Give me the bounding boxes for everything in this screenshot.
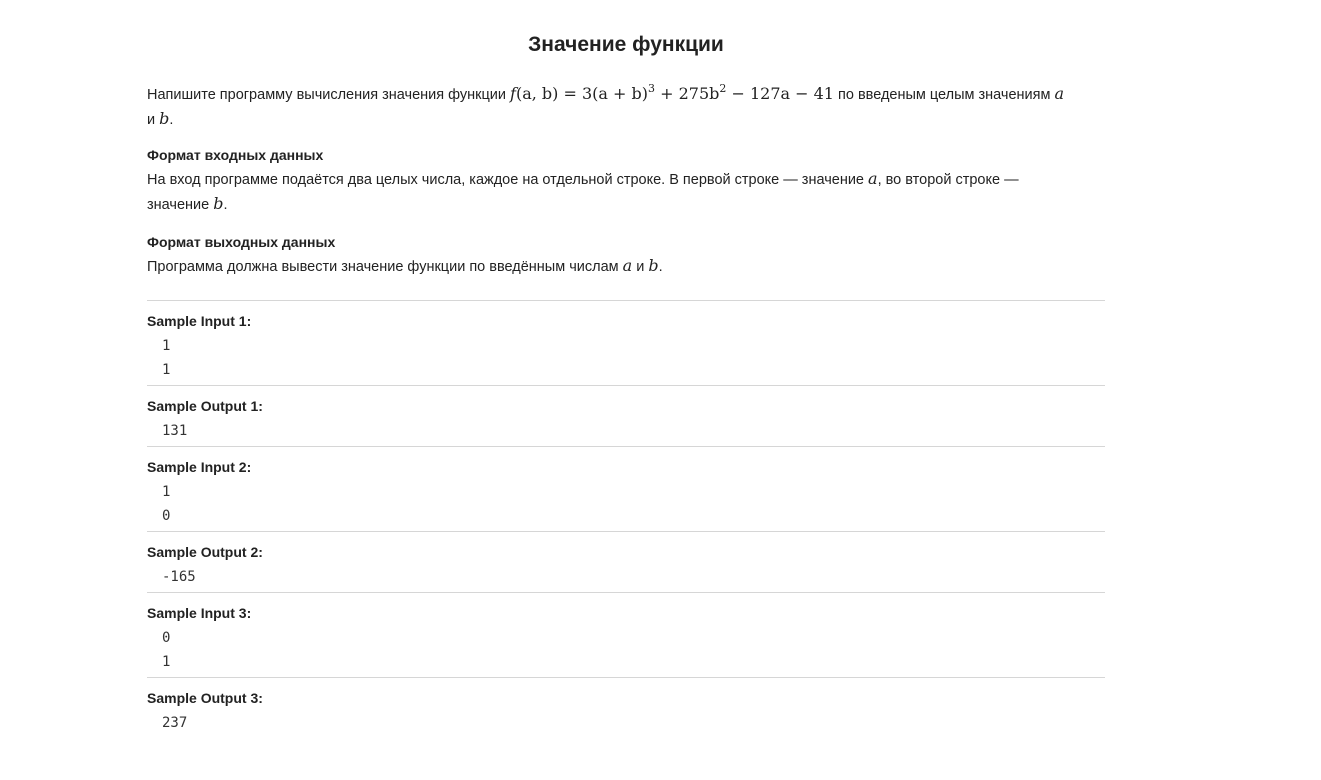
output-format-heading: Формат выходных данных	[147, 234, 336, 250]
output-format-text	[147, 254, 1105, 279]
sample-label: Sample Input 2:	[147, 459, 252, 475]
sample-block	[147, 385, 1105, 446]
sample-line: 1	[162, 484, 171, 500]
input-format-heading: Формат входных данных	[147, 147, 324, 163]
sample-label: Sample Output 3:	[147, 690, 263, 706]
input-format-text	[147, 167, 1105, 217]
sample-line: -165	[162, 569, 196, 585]
sample-line: 1	[162, 362, 171, 378]
sample-line: 1	[162, 338, 171, 354]
sample-label: Sample Input 3:	[147, 605, 252, 621]
problem-page	[147, 0, 1105, 738]
statement-period: .	[169, 112, 174, 128]
var-a: a	[1054, 84, 1065, 103]
sample-line: 131	[162, 423, 188, 439]
page-title: Значение функции	[528, 33, 724, 56]
formula-mid: + 275b	[660, 84, 720, 103]
output-format-and: и	[636, 259, 645, 275]
sample-label: Sample Output 1:	[147, 398, 263, 414]
sample-line: 1	[162, 654, 171, 670]
var-a: a	[868, 169, 878, 188]
sample-line: 0	[162, 508, 171, 524]
statement-text-after: по введеным целым значениям	[838, 87, 1051, 103]
var-b: b	[213, 194, 224, 213]
var-a: a	[622, 256, 633, 275]
output-format-text-1: Программа должна вывести значение функции по введённым числам	[147, 259, 619, 275]
formula-power-3: 3	[648, 82, 655, 95]
var-b: b	[159, 109, 170, 128]
sample-line: 237	[162, 715, 188, 731]
function-formula	[510, 84, 834, 103]
input-format-text-2: , во второй строке —	[877, 172, 1019, 188]
sample-content[interactable]	[147, 626, 1105, 674]
sample-content[interactable]	[147, 334, 1105, 382]
formula-eq: = 3(a + b)	[563, 84, 648, 103]
statement-text: Напишите программу вычисления значения функции	[147, 87, 506, 103]
sample-label: Sample Output 2:	[147, 544, 263, 560]
formula-args: (a, b)	[515, 84, 559, 103]
sample-content[interactable]	[147, 419, 1105, 443]
problem-statement	[147, 82, 1105, 132]
samples-list	[147, 300, 1105, 738]
sample-block	[147, 531, 1105, 592]
formula-power-2: 2	[719, 82, 727, 95]
sample-content[interactable]	[147, 565, 1105, 589]
statement-and: и	[147, 112, 156, 128]
formula-f: f	[510, 84, 516, 103]
var-b: b	[648, 256, 659, 275]
sample-block	[147, 677, 1105, 738]
sample-block	[147, 300, 1105, 385]
input-format-text-1: На вход программе подаётся два целых числа, каждое на отдельной строке. В первой строке — значение	[147, 172, 864, 188]
sample-content[interactable]	[147, 711, 1105, 735]
formula-end: − 127a − 41	[731, 84, 834, 103]
sample-block	[147, 446, 1105, 531]
output-format-period: .	[658, 259, 663, 275]
sample-label: Sample Input 1:	[147, 313, 252, 329]
sample-content[interactable]	[147, 480, 1105, 528]
input-format-text-3: значение	[147, 197, 210, 213]
sample-block	[147, 592, 1105, 677]
input-format-period: .	[223, 197, 228, 213]
sample-line: 0	[162, 630, 171, 646]
